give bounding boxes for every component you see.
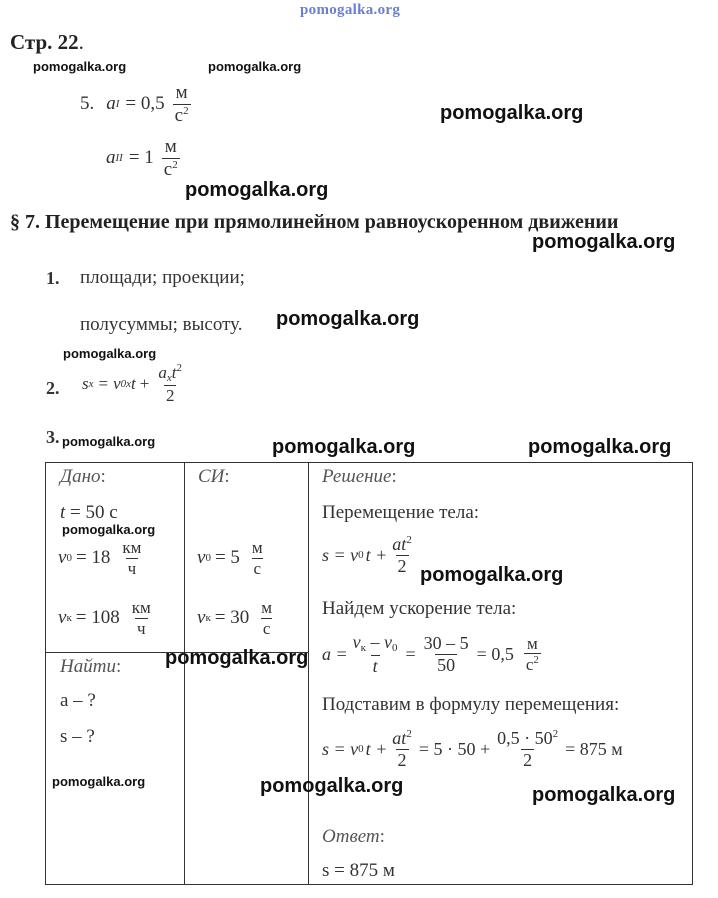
page-label xyxy=(10,30,84,55)
unit-den: с xyxy=(525,655,534,675)
given-v0 xyxy=(58,538,146,578)
q2-s: s xyxy=(82,373,89,393)
si-v0-unit xyxy=(250,538,265,578)
si-v0 xyxy=(197,538,268,578)
unit-den: ч xyxy=(127,558,137,578)
given-vk-value: = 108 xyxy=(75,607,120,629)
unit-den: с xyxy=(174,104,184,126)
f1-num: at xyxy=(392,534,407,554)
given-v0-value: = 18 xyxy=(75,547,111,569)
f2-num-b: – v xyxy=(366,632,393,652)
f1-den: 2 xyxy=(397,555,407,576)
find-header xyxy=(60,656,121,678)
solution-header-colon: : xyxy=(391,466,397,487)
si-header xyxy=(198,466,230,488)
ex5-line1 xyxy=(80,82,194,127)
solution-formula-1 xyxy=(322,534,417,576)
unit-num: м xyxy=(164,136,177,157)
f2-result: = 0,5 xyxy=(476,643,514,664)
find-header-text: Найти xyxy=(60,656,116,677)
table-bottom-border xyxy=(45,884,693,885)
q2-num-sub: x xyxy=(166,372,172,384)
table-right-border xyxy=(692,462,693,885)
si-v0-symbol: v xyxy=(197,547,206,569)
si-vk-unit xyxy=(259,598,274,638)
section-title: § 7. Перемещение при прямолинейном равноускоренном движении xyxy=(10,211,619,233)
f3-sub: 0 xyxy=(358,743,364,756)
q2-formula xyxy=(82,362,187,405)
given-vk-unit xyxy=(130,598,153,638)
unit-num: м xyxy=(251,538,263,557)
q2-s-sub: x xyxy=(88,377,94,390)
f2-num-a-sub: к xyxy=(360,642,367,654)
f2-fraction-1 xyxy=(351,632,400,676)
f2-num-b-sub: 0 xyxy=(392,642,398,654)
q2-num-exp: 2 xyxy=(176,362,182,374)
solution-line3: Подставим в формулу перемещения: xyxy=(322,694,620,715)
q2-v: v xyxy=(113,373,121,393)
given-v0-sub: 0 xyxy=(66,552,72,565)
unit-den: ч xyxy=(137,618,146,638)
q2-fraction xyxy=(156,362,184,405)
given-header-colon: : xyxy=(100,466,106,487)
watermark: pomogalka.org xyxy=(165,647,309,669)
f2-eq: = xyxy=(405,643,416,664)
f3-num: at xyxy=(392,728,407,748)
f2-fraction-2 xyxy=(422,633,471,675)
f3-exp2: 2 xyxy=(552,728,559,740)
watermark: pomogalka.org xyxy=(208,59,302,74)
q2-eq: = xyxy=(98,373,109,393)
ex5-a2-value: = 1 xyxy=(128,147,154,169)
watermark: pomogalka.org xyxy=(185,179,329,201)
table-divider-1 xyxy=(184,462,185,885)
unit-num: м xyxy=(175,82,188,103)
table-top-border xyxy=(45,462,693,463)
f3-lhs: s = v xyxy=(322,738,359,759)
si-vk xyxy=(197,598,277,638)
f2-num-a: v xyxy=(352,632,361,652)
ex5-a2-symbol: a xyxy=(106,147,116,169)
watermark: pomogalka.org xyxy=(440,102,584,124)
solution-header xyxy=(322,466,397,488)
si-v0-value: = 5 xyxy=(214,547,240,569)
solution-formula-2 xyxy=(322,632,544,676)
unit-num: м xyxy=(526,633,538,653)
unit-exp: 2 xyxy=(183,104,189,117)
page-label-dot: . xyxy=(78,30,84,54)
q2-den: 2 xyxy=(165,385,175,405)
ex5-unit-1 xyxy=(173,82,191,127)
f3-result: = 875 м xyxy=(565,738,623,759)
q2-t: t xyxy=(131,373,136,393)
q1-line2: полусуммы; высоту. xyxy=(80,314,243,335)
table-left-border xyxy=(45,462,46,885)
q2-num-t: t xyxy=(171,363,177,382)
ex5-a1-symbol: a xyxy=(106,93,116,115)
unit-num: км xyxy=(122,538,142,557)
find-header-colon: : xyxy=(115,656,122,677)
unit-den: с xyxy=(262,618,271,638)
watermark: pomogalka.org xyxy=(63,346,157,361)
f3-fraction-1 xyxy=(390,728,414,770)
watermark: pomogalka.org xyxy=(272,436,416,458)
watermark: pomogalka.org xyxy=(62,522,156,537)
f2-num2: 30 – 5 xyxy=(423,632,469,653)
q1-number: 1. xyxy=(46,268,60,288)
unit-num: км xyxy=(131,598,151,617)
watermark: pomogalka.org xyxy=(276,308,420,330)
watermark: pomogalka.org xyxy=(532,231,676,253)
given-v0-symbol: v xyxy=(58,547,67,569)
unit-den: с xyxy=(163,158,173,180)
ex5-a2-sub: II xyxy=(115,152,123,165)
f1-fraction xyxy=(390,534,414,576)
solution-line1: Перемещение тела: xyxy=(322,502,480,523)
ex5-unit-2 xyxy=(162,136,180,181)
given-vk-sub: к xyxy=(66,612,72,625)
watermark: pomogalka.org xyxy=(260,775,404,797)
watermark: pomogalka.org xyxy=(52,774,146,789)
unit-den: с xyxy=(253,558,262,578)
answer-value: s = 875 м xyxy=(322,860,395,881)
ex5-a1-sub: I xyxy=(115,98,120,111)
f2-den2: 50 xyxy=(437,654,456,675)
q2-number: 2. xyxy=(46,378,60,398)
q2-plus: + xyxy=(139,373,150,393)
answer-header-colon: : xyxy=(379,826,385,847)
page-label-text: Стр. 22 xyxy=(10,30,79,54)
q2-v-sub: 0x xyxy=(120,377,132,390)
si-vk-sub: к xyxy=(205,612,211,625)
find-s: s – ? xyxy=(60,726,95,747)
f1-lhs: s = v xyxy=(322,544,359,565)
watermark: pomogalka.org xyxy=(62,434,156,449)
top-watermark: pomogalka.org xyxy=(300,2,401,18)
solution-header-text: Решение xyxy=(322,466,392,487)
f3-fraction-2 xyxy=(495,728,560,770)
given-vk-symbol: v xyxy=(58,607,67,629)
watermark: pomogalka.org xyxy=(532,784,676,806)
given-header xyxy=(60,466,106,488)
f2-unit xyxy=(524,634,541,675)
si-header-colon: : xyxy=(224,466,230,487)
solution-line2: Найдем ускорение тела: xyxy=(322,598,517,619)
unit-exp: 2 xyxy=(533,654,539,667)
answer-header-text: Ответ xyxy=(322,826,380,847)
f2-lhs: a = xyxy=(322,643,348,664)
watermark: pomogalka.org xyxy=(420,564,564,586)
given-v0-unit xyxy=(120,538,143,578)
f3-den: 2 xyxy=(397,749,407,770)
given-t: t = 50 с xyxy=(60,502,118,523)
find-a: a – ? xyxy=(60,690,96,711)
answer-header xyxy=(322,826,385,848)
f3-den2: 2 xyxy=(523,749,533,770)
unit-num: м xyxy=(261,598,273,617)
f1-t: t + xyxy=(365,544,388,565)
given-header-text: Дано xyxy=(60,466,101,487)
si-vk-symbol: v xyxy=(197,607,206,629)
watermark: pomogalka.org xyxy=(33,59,127,74)
watermark: pomogalka.org xyxy=(528,436,672,458)
f3-mid: = 5 · 50 + xyxy=(418,738,491,759)
f3-t: t + xyxy=(365,738,388,759)
q1-line1: площади; проекции; xyxy=(80,267,245,288)
f2-den: t xyxy=(372,655,378,676)
si-v0-sub: 0 xyxy=(205,552,211,565)
f1-sub: 0 xyxy=(358,549,364,562)
f1-exp: 2 xyxy=(406,534,412,546)
given-vk xyxy=(58,598,156,638)
table-divider-2 xyxy=(308,462,309,885)
f3-num2: 0,5 · 50 xyxy=(497,728,553,748)
si-vk-value: = 30 xyxy=(214,607,250,629)
unit-exp: 2 xyxy=(172,158,178,171)
q3-number: 3. xyxy=(46,427,60,447)
ex5-a1-value: = 0,5 xyxy=(125,93,165,115)
solution-formula-3 xyxy=(322,728,623,770)
q2-num-a: a xyxy=(158,363,167,382)
si-header-text: СИ xyxy=(198,466,225,487)
ex5-number: 5. xyxy=(80,93,95,115)
ex5-line2 xyxy=(106,136,183,181)
f3-exp: 2 xyxy=(406,728,412,740)
